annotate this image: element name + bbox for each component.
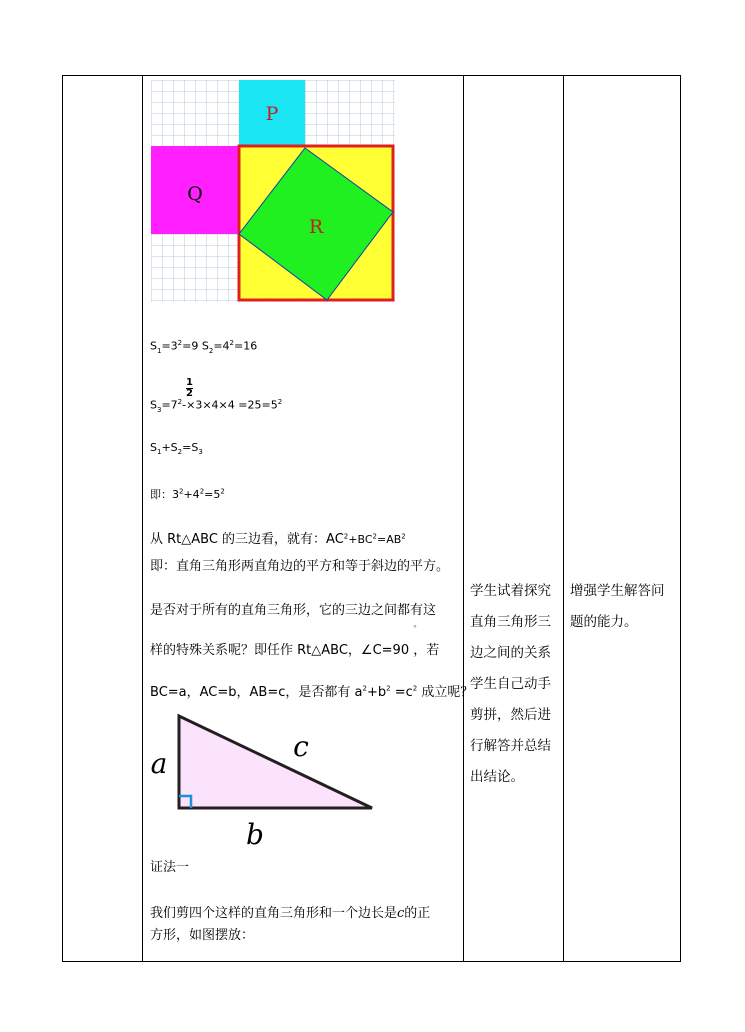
activity-line: 直角三角形三 (470, 614, 551, 630)
column-divider-2 (463, 76, 464, 961)
area-line-4: 即：$3^2+4^2=5^2$ (150, 487, 225, 501)
lesson-table (62, 75, 681, 962)
proof-line-1: 我们剪四个这样的直角三角形和一个边长是c的正 (150, 906, 431, 921)
side-label-c: c (293, 730, 309, 763)
activity-line: 剪拼，然后进 (470, 707, 551, 723)
intent-line: 题的能力。 (570, 614, 638, 630)
fraction-half: 1 2 (186, 377, 193, 399)
activity-line: 学生试着探究 (470, 583, 551, 599)
intent-line: 增强学生解答问 (570, 583, 665, 599)
area-line-1: $S_1=3^2=9$ $S_2=4^2=16$ (150, 339, 258, 355)
activity-line: 边之间的关系 (470, 645, 551, 661)
activity-line: 出结论。 (470, 769, 524, 785)
triangle-shape (179, 716, 372, 808)
question-line-1: 是否对于所有的直角三角形，它的三边之间都有这 (150, 603, 437, 618)
column-content (143, 76, 474, 961)
activity-line: 学生自己动手 (470, 676, 551, 692)
right-triangle-figure (147, 706, 377, 856)
proof-title: 证法一 (150, 860, 190, 875)
activity-line: 行解答并总结 (470, 738, 551, 754)
conclusion-text: 即：直角三角形两直角边的平方和等于斜边的平方。 (150, 559, 450, 574)
proof-line-2: 方形，如图摆放： (150, 928, 255, 943)
area-line-3: $S_1+S_2=S_3$ (150, 441, 203, 457)
label-q: Q (187, 183, 203, 205)
pythagoras-grid-figure (151, 80, 397, 302)
degree-mark: ° (413, 624, 417, 633)
rt-triangle-relation: 从 Rt△ABC 的三边看，就有：$AC^2+BC^2=AB^2$ (150, 532, 406, 547)
column-empty (63, 76, 142, 961)
column-divider-3 (563, 76, 564, 961)
area-line-2: $S_3=7^2-\times 3\times 4\times 4 =25=5^2$ (150, 398, 283, 414)
label-r: R (308, 216, 324, 238)
column-design-intent (570, 576, 680, 656)
side-label-b: b (246, 818, 264, 851)
column-student-activity (470, 576, 560, 836)
side-label-a: a (150, 747, 168, 780)
question-line-3: BC=a，AC=b，AB=c，是否都有 $a^2+b^2 =c^2$ 成立呢？ (150, 684, 474, 700)
question-line-2: 样的特殊关系呢？即任作 Rt△ABC，∠C=90 ，若 (150, 643, 440, 658)
label-p: P (265, 103, 279, 125)
